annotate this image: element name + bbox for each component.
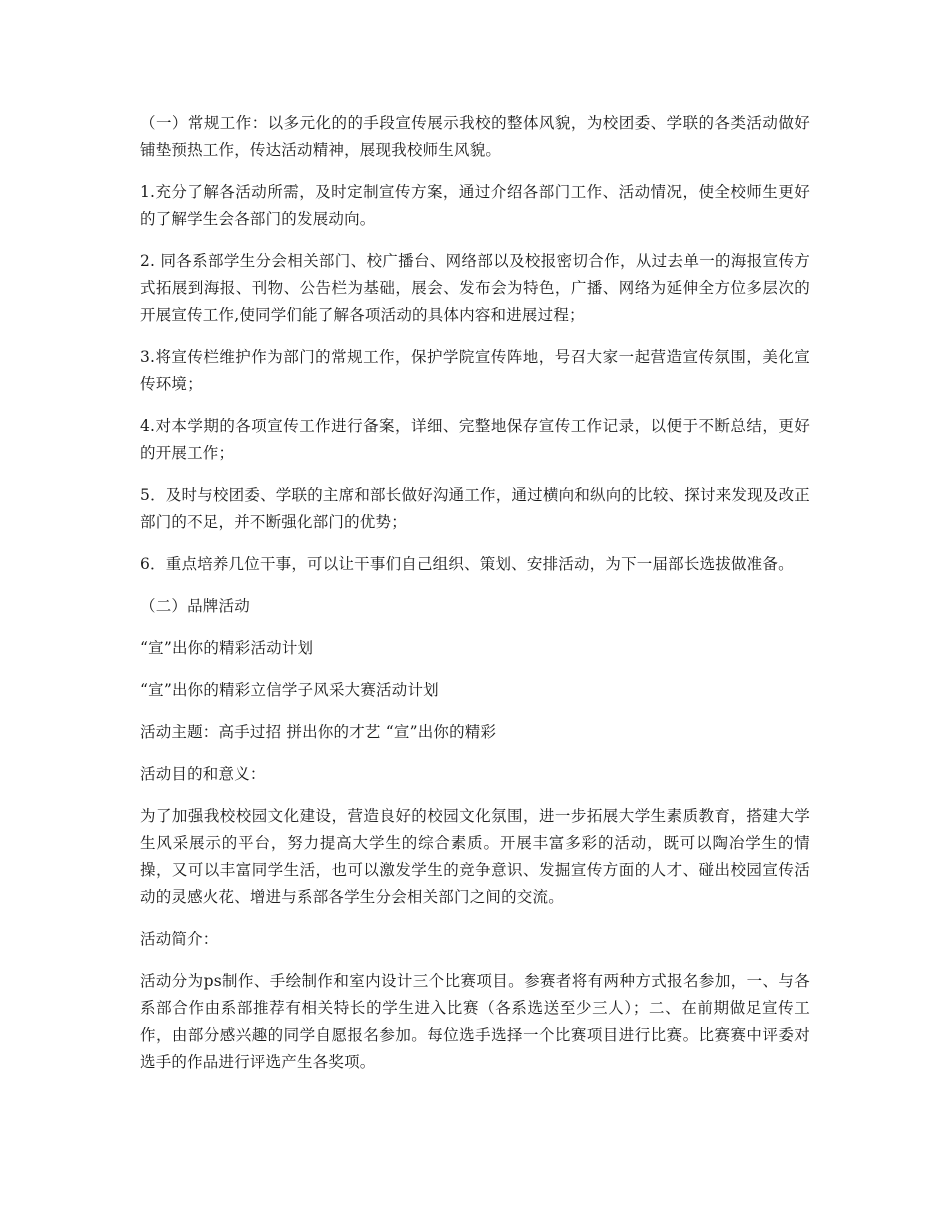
intro-heading: 活动简介： [140,930,219,948]
contest-plan-title: “宣”出你的精彩立信学子风采大赛活动计划 [140,681,439,699]
paragraph-routine-work: （一）常规工作：以多元化的的手段宣传展示我校的整体风貌，为校团委、学联的各类活动做好铺垫预热工作，传达活动精神，展现我校师生风貌。 [140,114,810,159]
intro-paragraph: 活动分为ps制作、手绘制作和室内设计三个比赛项目。参赛者将有两种方式报名参加，一、与各系部合作由系部推荐有相关特长的学生进入比赛（各系选送至少三人）；二、在前期做足宣传工作，由部分感兴趣的同学自愿报名参加。每位选手选择一个比赛项目进行比赛。比赛赛中评委对选手的作品进行评选产生各奖项。 [140,972,810,1071]
paragraph-item-5: 5．及时与校团委、学联的主席和部长做好沟通工作，通过横向和纵向的比较、探讨来发现及改正部门的不足，并不断强化部门的优势； [140,486,810,531]
paragraph-item-2: 2. 同各系部学生分会相关部门、校广播台、网络部以及校报密切合作，从过去单一的海报宣传方式拓展到海报、刊物、公告栏为基础，展会、发布会为特色，广播、网络为延伸全方位多层次的开展宣传工作,使同学们能了解各项活动的具体内容和进展过程； [140,252,810,324]
paragraph-item-4: 4.对本学期的各项宣传工作进行备案，详细、完整地保存宣传工作记录，以便于不断总结，更好的开展工作； [140,417,810,462]
paragraph-item-1: 1.充分了解各活动所需，及时定制宣传方案，通过介绍各部门工作、活动情况，使全校师生更好的了解学生会各部门的发展动向。 [140,183,810,228]
paragraph-item-6: 6．重点培养几位干事，可以让干事们自己组织、策划、安排活动，为下一届部长选拔做准备。 [140,555,794,573]
paragraph-item-3: 3.将宣传栏维护作为部门的常规工作，保护学院宣传阵地，号召大家一起营造宣传氛围，美化宣传环境； [140,348,810,393]
purpose-paragraph: 为了加强我校校园文化建设，营造良好的校园文化氛围，进一步拓展大学生素质教育，搭建大学生风采展示的平台，努力提高大学生的综合素质。开展丰富多彩的活动，既可以陶冶学生的情操，又可以丰富同学生活，也可以激发学生的竞争意识、发掘宣传方面的人才、碰出校园宣传活动的灵感火花、增进与系部各学生分会相关部门之间的交流。 [140,807,810,906]
activity-plan-title: “宣”出你的精彩活动计划 [140,639,314,657]
purpose-heading: 活动目的和意义： [140,765,266,783]
document-page [140,110,810,1091]
section-heading-brand-activity: （二）品牌活动 [140,597,250,615]
activity-theme: 活动主题：高手过招 拼出你的才艺 “宣”出你的精彩 [140,723,497,741]
